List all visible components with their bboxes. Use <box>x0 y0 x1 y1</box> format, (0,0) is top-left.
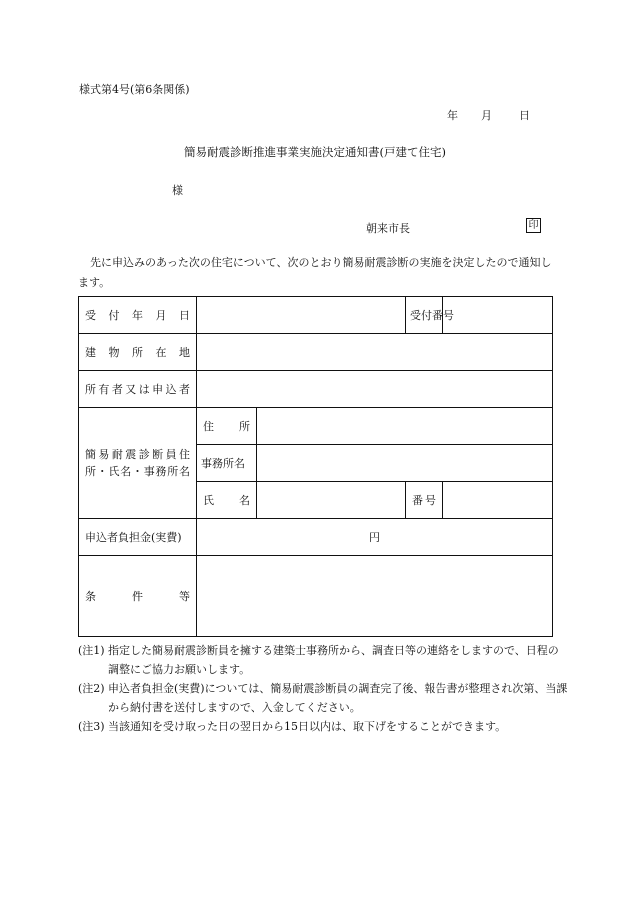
number-field[interactable] <box>443 482 553 519</box>
note-2 <box>78 679 568 717</box>
intro-body: 先に申込みのあった次の住宅について、次のとおり簡易耐震診断の実施を決定したので通知します。 <box>78 256 552 289</box>
issuer-name: 朝来市長 <box>366 222 410 235</box>
number-label: 番号 <box>406 482 443 519</box>
address-label: 住所 <box>197 408 257 445</box>
office-name-label: 事務所名 <box>197 445 257 482</box>
document-title: 簡易耐震診断推進事業実施決定通知書(戸建て住宅) <box>184 145 446 159</box>
date-day-label: 日 <box>519 109 530 122</box>
applicant-fee-field[interactable] <box>197 519 553 556</box>
note-text: 当該通知を受け取った日の翌日から15日以内は、取下げをすることができます。 <box>108 720 507 733</box>
note-number: (注3) <box>78 720 105 733</box>
addressee-suffix: 様 <box>172 184 183 197</box>
yen-unit: 円 <box>369 531 380 544</box>
note-number: (注1) <box>78 644 105 657</box>
conditions-label: 条件等 <box>79 556 197 637</box>
received-date-field[interactable] <box>197 297 406 334</box>
name-field[interactable] <box>257 482 406 519</box>
applicant-fee-label: 申込者負担金(実費) <box>79 519 197 556</box>
note-3 <box>78 717 568 736</box>
receipt-number-field[interactable] <box>443 297 553 334</box>
date-month-label: 月 <box>481 109 492 122</box>
note-number: (注2) <box>78 682 105 695</box>
notes <box>78 641 568 736</box>
form-number: 様式第4号(第6条関係) <box>79 83 190 96</box>
address-field[interactable] <box>257 408 553 445</box>
office-name-field[interactable] <box>257 445 553 482</box>
note-1 <box>78 641 568 679</box>
received-date-label: 受付年月日 <box>79 297 197 334</box>
note-text: 申込者負担金(実費)については、簡易耐震診断員の調査完了後、報告書が整理され次第、当課から納付書を送付しますので、入金してください。 <box>108 682 568 714</box>
table-row-building <box>79 334 553 371</box>
intro-text <box>78 253 558 293</box>
diagnostician-label: 簡易耐震診断員住 所・氏名・事務所名 <box>79 408 197 519</box>
table-row-conditions <box>79 556 553 637</box>
table-row-owner <box>79 371 553 408</box>
table-row-fee <box>79 519 553 556</box>
owner-applicant-label: 所有者又は申込者 <box>79 371 197 408</box>
owner-applicant-field[interactable] <box>197 371 553 408</box>
building-location-field[interactable] <box>197 334 553 371</box>
date-year-label: 年 <box>447 109 458 122</box>
table-row-received <box>79 297 553 334</box>
conditions-field[interactable] <box>197 556 553 637</box>
receipt-number-label: 受付番号 <box>406 297 443 334</box>
notification-table <box>78 296 553 637</box>
note-text: 指定した簡易耐震診断員を擁する建築士事務所から、調査日等の連絡をしますので、日程の調整にご協力お願いします。 <box>108 644 559 676</box>
table-row-diag-address <box>79 408 553 445</box>
building-location-label: 建物所在地 <box>79 334 197 371</box>
seal-mark: 印 <box>526 218 541 233</box>
name-label: 氏名 <box>197 482 257 519</box>
